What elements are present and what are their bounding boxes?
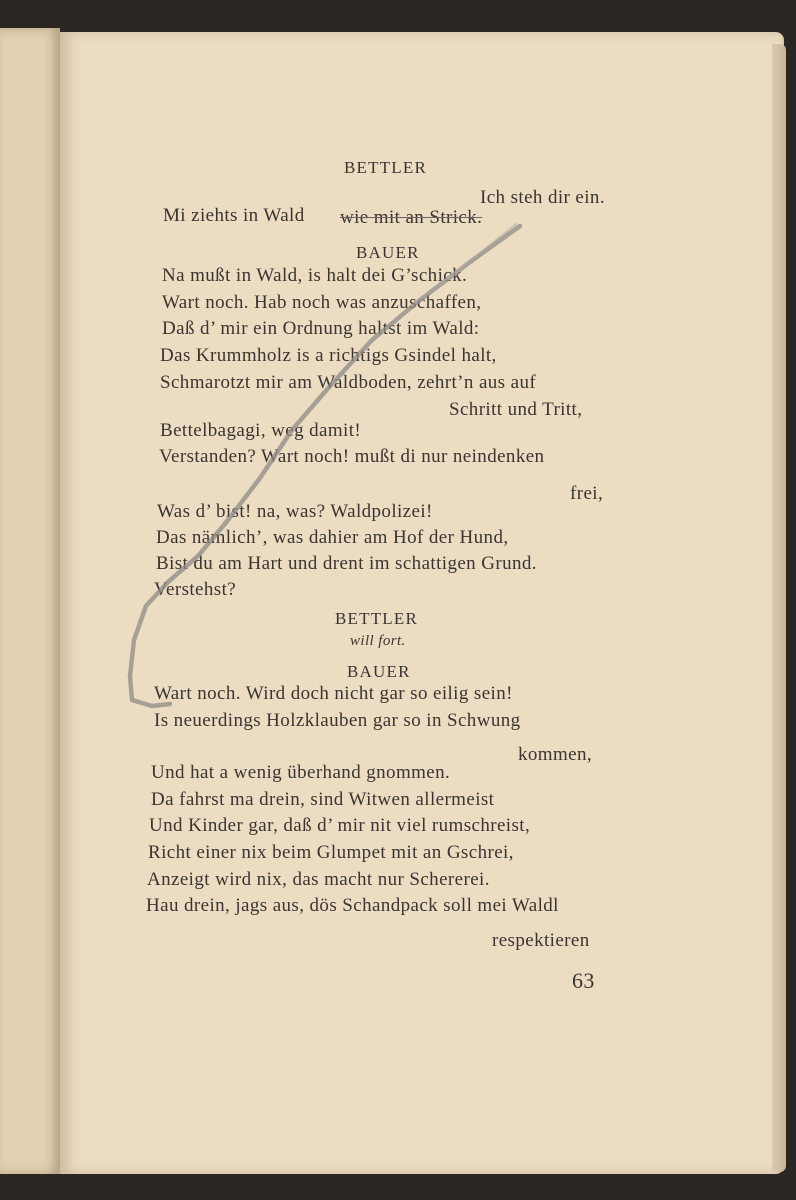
verse-line: kommen,	[518, 744, 593, 765]
verse-line: Na mußt in Wald, is halt dei G’schick.	[162, 265, 468, 286]
verse-line: Verstehst?	[154, 579, 237, 600]
verse-line: Is neuerdings Holzklauben gar so in Schwung	[154, 710, 521, 731]
verse-line: Und Kinder gar, daß d’ mir nit viel rumschreist,	[149, 815, 531, 836]
verse-line: Hau drein, jags aus, dös Schandpack soll mei Waldl	[146, 895, 559, 916]
speaker-bettler: BETTLER	[335, 609, 418, 628]
verse-line: Ich steh dir ein.	[480, 187, 605, 208]
verse-line: Wart noch. Hab noch was anzuschaffen,	[162, 292, 482, 313]
verse-line: Anzeigt wird nix, das macht nur Schererei.	[147, 869, 490, 890]
verse-line: Schmarotzt mir am Waldboden, zehrt’n aus auf	[160, 372, 537, 393]
verse-line: Daß d’ mir ein Ordnung haltst im Wald:	[162, 318, 480, 339]
verse-line: Richt einer nix beim Glumpet mit an Gschrei,	[148, 842, 514, 863]
verse-line: respektieren	[492, 930, 590, 951]
verse-line: Das Krummholz is a richtigs Gsindel halt,	[160, 345, 497, 366]
speaker-bauer: BAUER	[347, 662, 411, 681]
struck-verse-fragment: wie mit an Strick.	[340, 207, 483, 228]
verse-line: Und hat a wenig überhand gnommen.	[151, 762, 451, 783]
verse-line: frei,	[570, 483, 604, 504]
page-number: 63	[572, 968, 595, 993]
verse-line: Das nämlich’, was dahier am Hof der Hund,	[156, 527, 509, 548]
speaker-bettler: BETTLER	[344, 158, 427, 177]
verse-line: Wart noch. Wird doch nicht gar so eilig sein!	[154, 683, 513, 704]
verse-line: Bettelbagagi, weg damit!	[160, 420, 362, 441]
verse-line: Mi ziehts in Wald	[163, 205, 305, 226]
stage-direction: will fort.	[350, 633, 406, 649]
verse-line: Was d’ bist! na, was? Waldpolizei!	[157, 501, 433, 522]
verse-line: Schritt und Tritt,	[449, 399, 583, 420]
speaker-bauer: BAUER	[356, 243, 420, 262]
verse-line: Bist du am Hart und drent im schattigen Grund.	[156, 553, 537, 574]
verse-line: Verstanden? Wart noch! mußt di nur neindenken	[159, 446, 545, 467]
verse-line: Da fahrst ma drein, sind Witwen allermeist	[151, 789, 495, 810]
